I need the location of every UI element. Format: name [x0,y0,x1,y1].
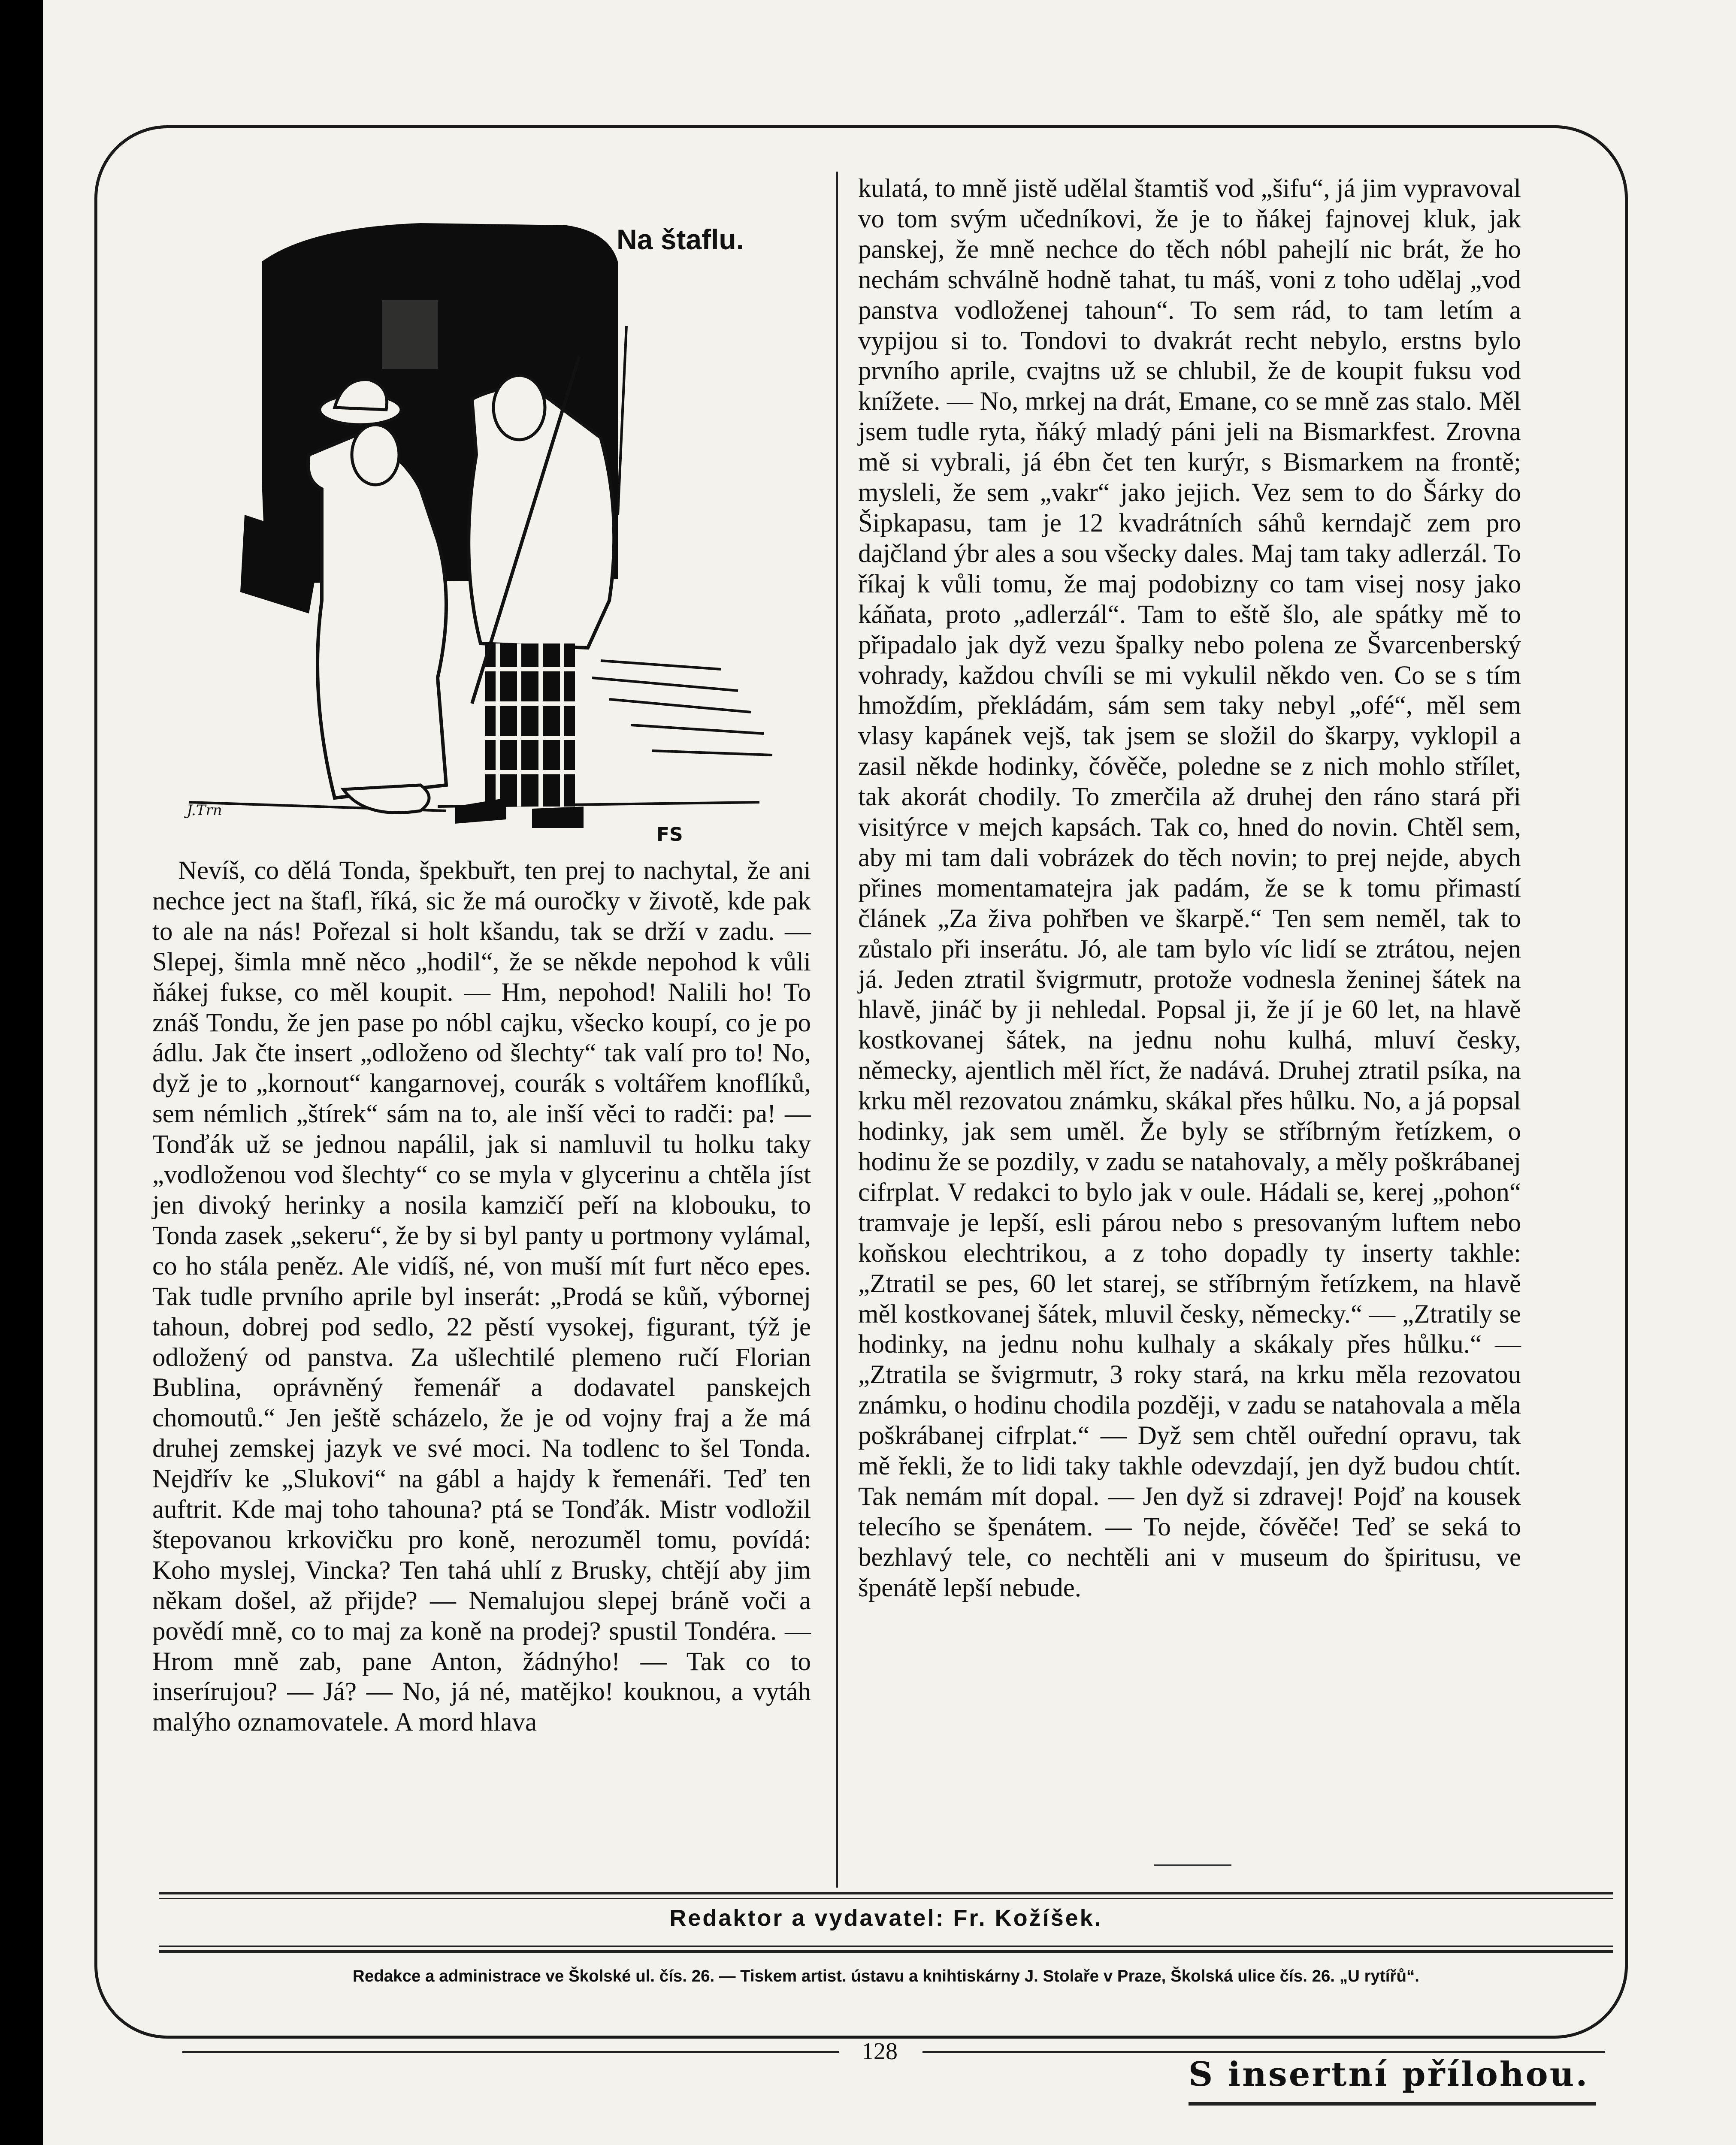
illustration-signature: J.Trn [187,802,222,819]
footer-rule-right [922,2051,1605,2053]
double-rule-middle-thin [159,1946,1613,1947]
article-paragraph: kulatá, to mně jistě udělal štamtiš vod „šifu“, já jim vypravoval vo tom svým učedníkovi, že je to ňákej fajnovej kluk, jak panskej, že mně nechce do těch nóbl pahejlí nic brát, že ho nechám schválně hodně tahat, tu máš, voni z toho udělaj „vod panstva vodloženej tahoun“. To sem rád, to tam letím a vypijou si to. Tondovi to dvakrát recht nebylo, erstns bylo prvního aprile, cvajtns už se chlubil, že de koupit fuksu vod knížete. — No, mrkej na drát, Emane, co se mně zas stalo. Měl jsem tudle ryta, ňáký mladý páni jeli na Bismarkfest. Zrovna mě si vybrali, já ébn čet ten kurýr, s Bismarkem na frontě; mysleli, že sem „vakr“ jako jejich. Vez sem to do Šárky do Šipkapasu, tam je 12 kvadrátních sáhů kerndajč zem pro dajčland ýbr ales a sou všecky dales. Maj tam taky adlerzál. To říkaj k vůli tomu, že maj podobizny co tam visej nosy jako káňata, proto „adlerzál“. Tam to eště šlo, ale spátky mě to připadalo jak dyž vezu špalky nebo polena ze Švarcenberský vohrady, každou chvíli se mi vykulil někdo ven. Co se s tím hmoždím, překládám, sám sem taky nebyl „ofé“, měl sem vlasy kapánek vejš, tak jsem se složil do škarpy, vyklopil a zasil někde hodinky, čóvěče, poledne se z nich mohlo střílet, tak akorát chodily. To zmerčila až druhej den ráno stará při visitýrce v mejch kapsách. Tak co, hned do novin. Chtěl sem, aby mi tam dali vobrázek do těch novin; to prej nejde, abych přines momentamatejra jak padám, že se k tomu přimastí článek „Za živa pohřben ve škarpě.“ Ten sem neměl, tak to zůstalo při inserátu. Jó, ale tam bylo víc lidí se ztrátou, nejen já. Jeden ztratil švigrmutr, protože vodnesla ženinej šátek na hlavě, jináč by ji nehledal. Popsal ji, že jí je 60 let, na hlavě kostkovanej šátek, na jednu nohu kulhá, mluví česky, německy, ajentlich měl říct, že nadává. Druhej ztratil psíka, na krku měl rezovatou známku, skákal přes hůlku. No, a já popsal hodinky, jak sem uměl. Že byly se stříbrným řetízkem, o hodinu že se pozdily, v zadu se natahovaly, a měly poškrábanej cifrplat. V redakci to bylo jak v oule. Hádali se, kerej „pohon“ tramvaje je lepší, esli párou nebo s presovaným luftem nebo koňskou elechtrikou, a z toho dopadly ty inserty takhle: „Ztratil se pes, 60 let starej, se stříbrným řetízkem, na hlavě měl kostkovanej šátek, mluvil česky, německy.“ — „Ztratily se hodinky, na jednu nohu kulhaly a skákaly přes hůlku.“ — „Ztratila se švigrmutr, 3 roky stará, na krku měla rezovatou známku, o hodinu chodila později, v zadu se natahovala a měla poškrábanej cifrplat.“ — Dyž sem chtěl ouřední opravu, tak mě řekli, že to lidi taky takhle odevzdají, jen dyž budou chtít. Tak nemám mít dopal. — Jen dyž si zdravej! Pojď na kousek telecího se špenátem. — To nejde, čóvěče! Teď se seká to bezhlavý tele, co nechtěli ani v museum do špiritusu, ve špenátě lepší nebude. [858,174,1521,1602]
illustration-monogram: FS [656,824,683,845]
article-column-left [152,856,811,1738]
supplement-note: S insertní přílohou. [1189,2055,1589,2094]
editor-line: Redaktor a vydavatel: Fr. Kožíšek. [669,1905,1103,1931]
article-illustration [180,214,824,845]
article-column-right [858,174,1521,1604]
footer-rule-left [182,2051,839,2053]
double-rule-top-thin [159,1898,1613,1899]
article-end-rule [1154,1864,1231,1866]
article-headline: Na štaflu. [617,224,744,255]
column-divider [836,172,838,1888]
supplement-underline [1189,2102,1596,2106]
double-rule-top [159,1892,1613,1894]
article-paragraph: Nevíš, co dělá Tonda, špekbuřt, ten prej to nachytal, že ani nechce ject na štafl, říká, sic že má ouročky v životě, kde pak to ale na nás! Pořezal si holt kšandu, tak se drží v zadu. — Slepej, šimla mně něco „hodil“, že se někde nepohod k vůli ňákej fukse, co měl koupit. — Hm, nepohod! Nalili ho! To znáš Tondu, že jen pase po nóbl cajku, všecko koupí, co je po ádlu. Jak čte insert „odloženo od šlechty“ tak valí pro to! No, dyž je to „kornout“ kangarnovej, courák s voltářem knoflíků, sem némlich „štírek“ sám na to, ale inší věci to radči: pa! — Tonďák už se jednou napálil, jak si namluvil tu holku taky „vodloženou vod šlechty“ co se myla v glycerinu a chtěla jíst jen divoký herinky a nosila kamzičí peří na klobouku, to Tonda zasek „sekeru“, že by si byl panty u portmony vylámal, co ho stála peněz. Ale vidíš, né, von muší mít furt něco epes. Tak tudle prvního aprile byl inserát: „Prodá se kůň, výbornej tahoun, dobrej pod sedlo, 22 pěstí vysokej, figurant, týž je odložený od panstva. Za ušlechtilé plemeno ručí Florian Bublina, oprávněný řemenář a dodavatel panskejch chomoutů.“ Jen ještě scházelo, že je od vojny fraj a že má druhej zemskej jazyk ve své moci. Na todlenc to šel Tonda. Nejdřív ke „Slukovi“ na gábl a hajdy k řemenáři. Teď ten auftrit. Kde maj toho tahouna? ptá se Tonďák. Mistr vodložil štepovanou krkovičku pro koně, nerozuměl tomu, povídá: Koho myslej, Vincka? Ten tahá uhlí z Brusky, chtějí aby jim někam došel, až přijde? — Nemalujou slepej bráně voči a povědí mně, co to maj za koně na prodej? spustil Tondéra. — Hrom mně zab, pane Anton, žádnýho! — Tak co to inserírujou? — Já? — No, já né, matějko! kouknou, a vytáh malýho oznamovatele. A mord hlava [152,856,811,1737]
page-number: 128 [862,2038,898,2065]
imprint-line: Redakce a administrace ve Školské ul. čís. 26. — Tiskem artist. ústavu a knihtiskárny J. Stolaře v Praze, Školská ulice čís. 26. „U rytířů“. [353,1967,1419,1985]
double-rule-middle [159,1950,1613,1953]
